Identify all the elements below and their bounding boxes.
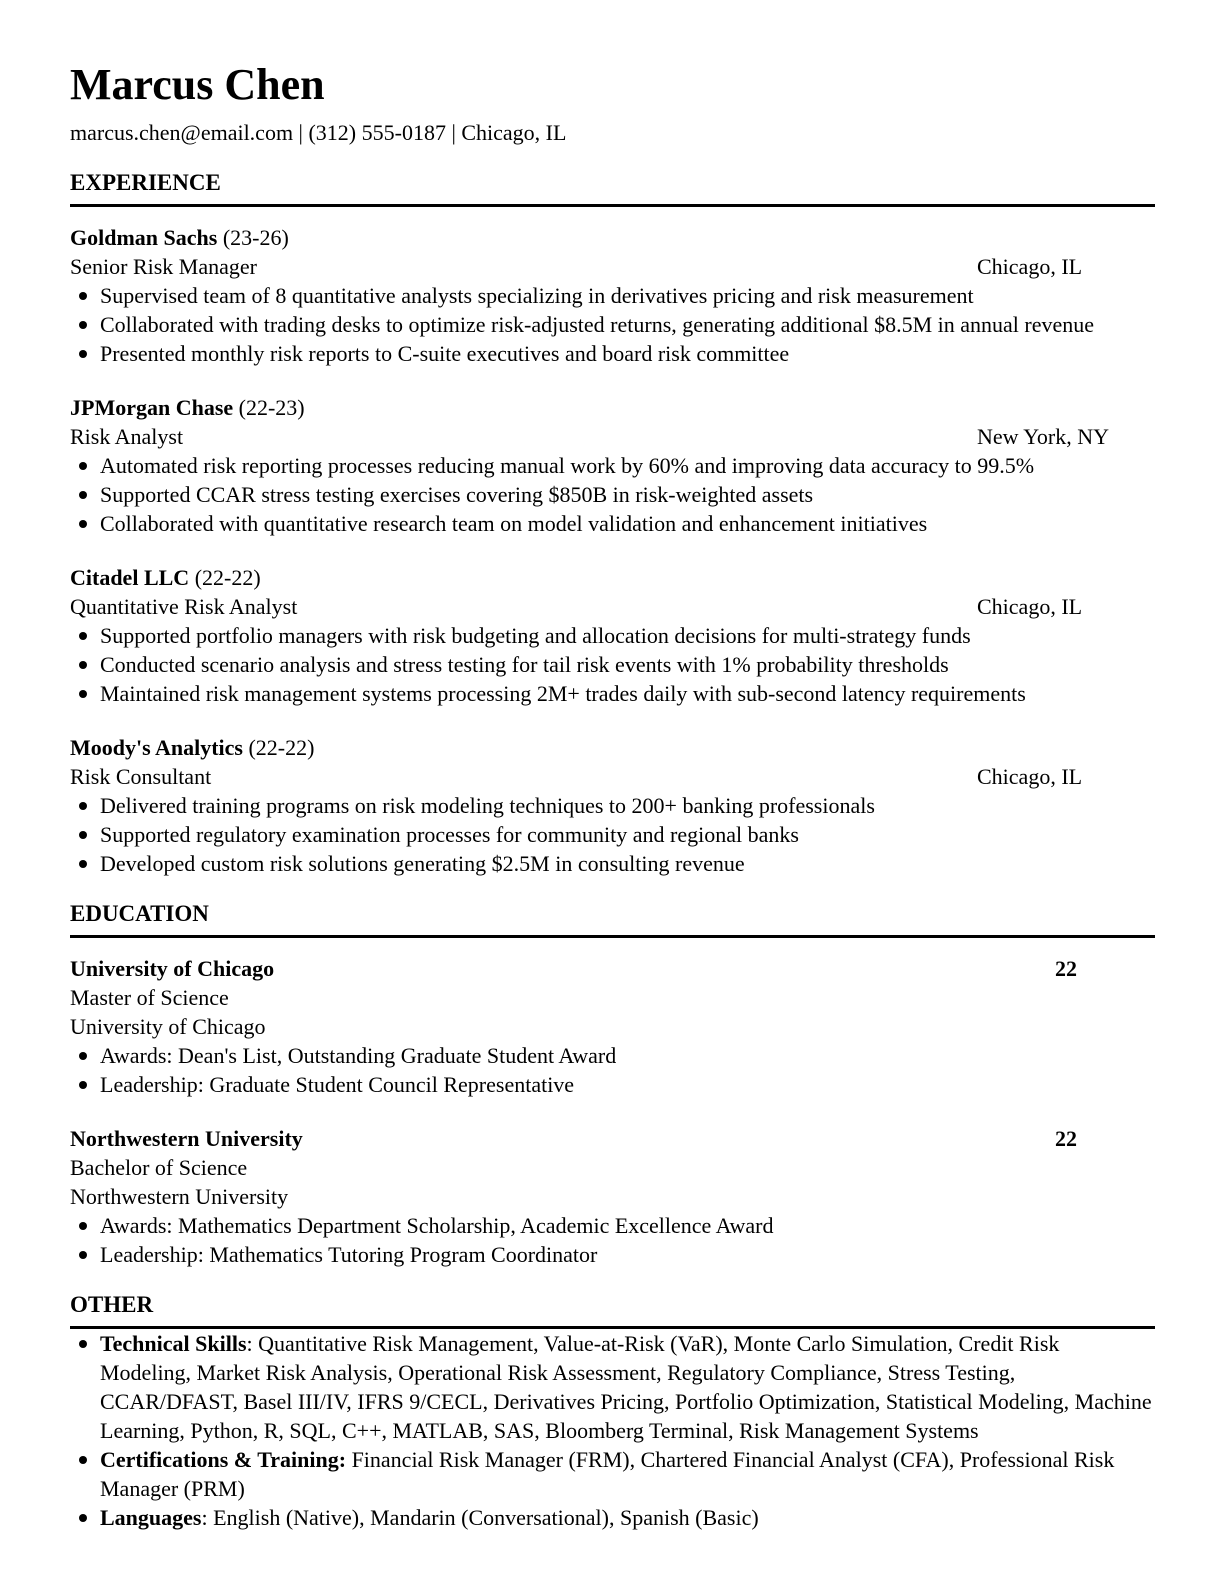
company-dates: (23-26) bbox=[222, 225, 289, 250]
bullet-item: Developed custom risk solutions generating $2.5M in consulting revenue bbox=[70, 849, 1155, 878]
school-line bbox=[70, 954, 1155, 983]
experience-heading: EXPERIENCE bbox=[70, 171, 1155, 207]
bullet-list bbox=[70, 621, 1155, 708]
other-list bbox=[70, 1329, 1155, 1532]
education-entry bbox=[70, 954, 1155, 1099]
company-dates: (22-22) bbox=[194, 565, 261, 590]
company-dates: (22-22) bbox=[248, 735, 315, 760]
item-text: : Quantitative Risk Management, Value-at-Risk (VaR), Monte Carlo Simulation, Credit Risk Modeling, Market Risk Analysis, Operational Risk Assessment, Regulatory Compliance, Stress Testing, CCAR/DFAST, Basel III/IV, IFRS 9/CECL, Derivatives Pricing, Portfolio Optimization, Statistical Modeling, Machine Learning, Python, R, SQL, C++, MATLAB, SAS, Bloomberg Terminal, Risk Management Systems bbox=[100, 1331, 1152, 1443]
section-experience bbox=[70, 171, 1155, 878]
bullet-list bbox=[70, 281, 1155, 368]
item-label: Languages bbox=[100, 1505, 202, 1530]
bullet-item: Automated risk reporting processes reducing manual work by 60% and improving data accuracy to 99.5% bbox=[70, 451, 1155, 480]
item-text: Financial Risk Manager (FRM), Chartered Financial Analyst (CFA), Professional Risk Manager (PRM) bbox=[100, 1447, 1115, 1501]
company-line bbox=[70, 223, 1155, 252]
bullet-item: Leadership: Mathematics Tutoring Program Coordinator bbox=[70, 1240, 1155, 1269]
bullet-item: Supported regulatory examination processes for community and regional banks bbox=[70, 820, 1155, 849]
section-education bbox=[70, 902, 1155, 1269]
school-line bbox=[70, 1124, 1155, 1153]
job-title: Risk Analyst bbox=[70, 424, 184, 449]
bullet-list bbox=[70, 1211, 1155, 1269]
bullet-item: Supervised team of 8 quantitative analysts specializing in derivatives pricing and risk measurement bbox=[70, 281, 1155, 310]
bullet-item: Leadership: Graduate Student Council Representative bbox=[70, 1070, 1155, 1099]
other-item-certifications bbox=[70, 1445, 1155, 1503]
other-item-languages bbox=[70, 1503, 1155, 1532]
company-name: JPMorgan Chase bbox=[70, 395, 234, 420]
resume-name: Marcus Chen bbox=[70, 60, 325, 109]
experience-entry bbox=[70, 393, 1155, 538]
company-line bbox=[70, 393, 1155, 422]
job-meta-line bbox=[70, 422, 1155, 451]
school-name: University of Chicago bbox=[70, 956, 275, 981]
education-entry bbox=[70, 1124, 1155, 1269]
education-heading: EDUCATION bbox=[70, 902, 1155, 938]
job-location: New York, NY bbox=[977, 424, 1110, 449]
graduation-year: 22 bbox=[1055, 956, 1077, 981]
item-label: Technical Skills bbox=[100, 1331, 247, 1356]
job-location: Chicago, IL bbox=[977, 254, 1083, 279]
section-other bbox=[70, 1293, 1155, 1532]
job-location: Chicago, IL bbox=[977, 764, 1083, 789]
bullet-item: Awards: Dean's List, Outstanding Graduate Student Award bbox=[70, 1041, 1155, 1070]
company-name: Citadel LLC bbox=[70, 565, 190, 590]
job-meta-line bbox=[70, 592, 1155, 621]
bullet-list bbox=[70, 1041, 1155, 1099]
company-line bbox=[70, 563, 1155, 592]
item-label: Certifications & Training: bbox=[100, 1447, 347, 1472]
bullet-list bbox=[70, 791, 1155, 878]
company-line bbox=[70, 733, 1155, 762]
company-dates: (22-23) bbox=[238, 395, 305, 420]
institution: Northwestern University bbox=[70, 1184, 289, 1209]
experience-entry bbox=[70, 733, 1155, 878]
job-meta-line bbox=[70, 762, 1155, 791]
bullet-list bbox=[70, 451, 1155, 538]
contact-line: marcus.chen@email.com | (312) 555-0187 | Chicago, IL bbox=[70, 120, 567, 145]
degree: Bachelor of Science bbox=[70, 1155, 248, 1180]
company-name: Goldman Sachs bbox=[70, 225, 218, 250]
experience-entry bbox=[70, 563, 1155, 708]
bullet-item: Maintained risk management systems processing 2M+ trades daily with sub-second latency requirements bbox=[70, 679, 1155, 708]
bullet-item: Presented monthly risk reports to C-suite executives and board risk committee bbox=[70, 339, 1155, 368]
job-location: Chicago, IL bbox=[977, 594, 1083, 619]
bullet-item: Delivered training programs on risk modeling techniques to 200+ banking professionals bbox=[70, 791, 1155, 820]
other-heading: OTHER bbox=[70, 1293, 1155, 1329]
bullet-item: Collaborated with trading desks to optimize risk-adjusted returns, generating additional $8.5M in annual revenue bbox=[70, 310, 1155, 339]
company-name: Moody's Analytics bbox=[70, 735, 243, 760]
graduation-year: 22 bbox=[1055, 1126, 1077, 1151]
job-meta-line bbox=[70, 252, 1155, 281]
school-name: Northwestern University bbox=[70, 1126, 303, 1151]
bullet-item: Collaborated with quantitative research team on model validation and enhancement initiatives bbox=[70, 509, 1155, 538]
job-title: Senior Risk Manager bbox=[70, 254, 257, 279]
item-text: : English (Native), Mandarin (Conversational), Spanish (Basic) bbox=[201, 1505, 759, 1530]
bullet-item: Supported portfolio managers with risk budgeting and allocation decisions for multi-strategy funds bbox=[70, 621, 1155, 650]
other-item-technical-skills bbox=[70, 1329, 1155, 1445]
bullet-item: Supported CCAR stress testing exercises covering $850B in risk-weighted assets bbox=[70, 480, 1155, 509]
job-title: Quantitative Risk Analyst bbox=[70, 594, 298, 619]
bullet-item: Conducted scenario analysis and stress testing for tail risk events with 1% probability thresholds bbox=[70, 650, 1155, 679]
bullet-item: Awards: Mathematics Department Scholarship, Academic Excellence Award bbox=[70, 1211, 1155, 1240]
experience-entry bbox=[70, 223, 1155, 368]
degree: Master of Science bbox=[70, 985, 229, 1010]
institution: University of Chicago bbox=[70, 1014, 266, 1039]
job-title: Risk Consultant bbox=[70, 764, 212, 789]
